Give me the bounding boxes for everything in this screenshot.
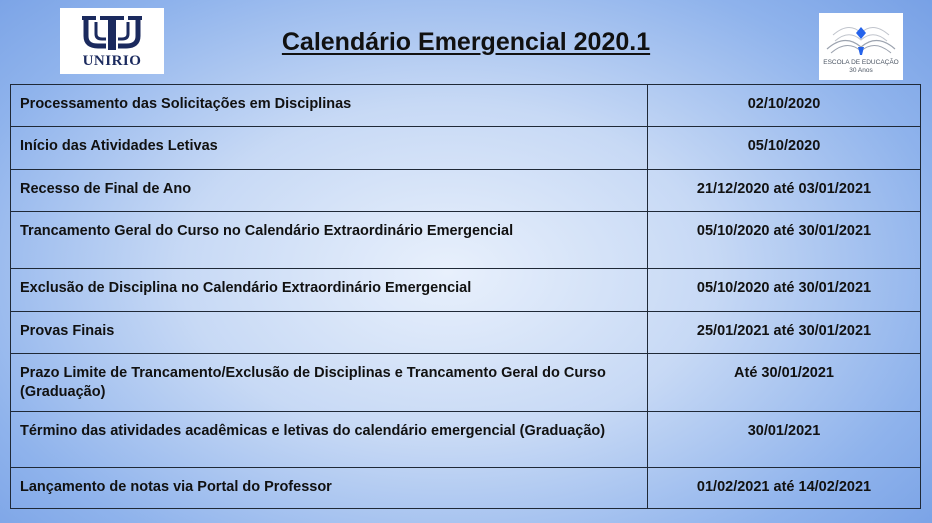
date-cell: 05/10/2020 (648, 127, 921, 170)
event-cell: Prazo Limite de Trancamento/Exclusão de Disciplinas e Trancamento Geral do Curso (Graduação) (11, 354, 648, 412)
date-cell: Até 30/01/2021 (648, 354, 921, 412)
page-title: Calendário Emergencial 2020.1 (281, 28, 651, 56)
escola-de-educacao-logo (819, 13, 903, 80)
event-cell: Início das Atividades Letivas (11, 127, 648, 170)
event-cell: Provas Finais (11, 312, 648, 354)
date-cell: 25/01/2021 até 30/01/2021 (648, 312, 921, 354)
date-cell: 21/12/2020 até 03/01/2021 (648, 170, 921, 212)
unirio-wordmark: UNIRIO (82, 53, 142, 69)
date-cell: 05/10/2020 até 30/01/2021 (648, 269, 921, 312)
date-cell: 30/01/2021 (648, 412, 921, 468)
table-row (11, 170, 921, 212)
schedule-table (10, 84, 921, 509)
event-cell: Recesso de Final de Ano (11, 170, 648, 212)
table-row (11, 269, 921, 312)
table-row (11, 312, 921, 354)
event-cell: Exclusão de Disciplina no Calendário Extraordinário Emergencial (11, 269, 648, 312)
school-anniversary: 30 Anos (849, 67, 873, 74)
table-row (11, 85, 921, 127)
event-cell: Processamento das Solicitações em Disciplinas (11, 85, 648, 127)
date-cell: 05/10/2020 até 30/01/2021 (648, 212, 921, 269)
event-cell: Lançamento de notas via Portal do Professor (11, 468, 648, 509)
school-name: ESCOLA DE EDUCAÇÃO (823, 59, 899, 66)
date-cell: 02/10/2020 (648, 85, 921, 127)
table-row (11, 468, 921, 509)
event-cell: Trancamento Geral do Curso no Calendário Extraordinário Emergencial (11, 212, 648, 269)
table-row (11, 212, 921, 269)
table-row (11, 354, 921, 412)
table-row (11, 412, 921, 468)
event-cell: Término das atividades acadêmicas e letivas do calendário emergencial (Graduação) (11, 412, 648, 468)
table-row (11, 127, 921, 170)
date-cell: 01/02/2021 até 14/02/2021 (648, 468, 921, 509)
